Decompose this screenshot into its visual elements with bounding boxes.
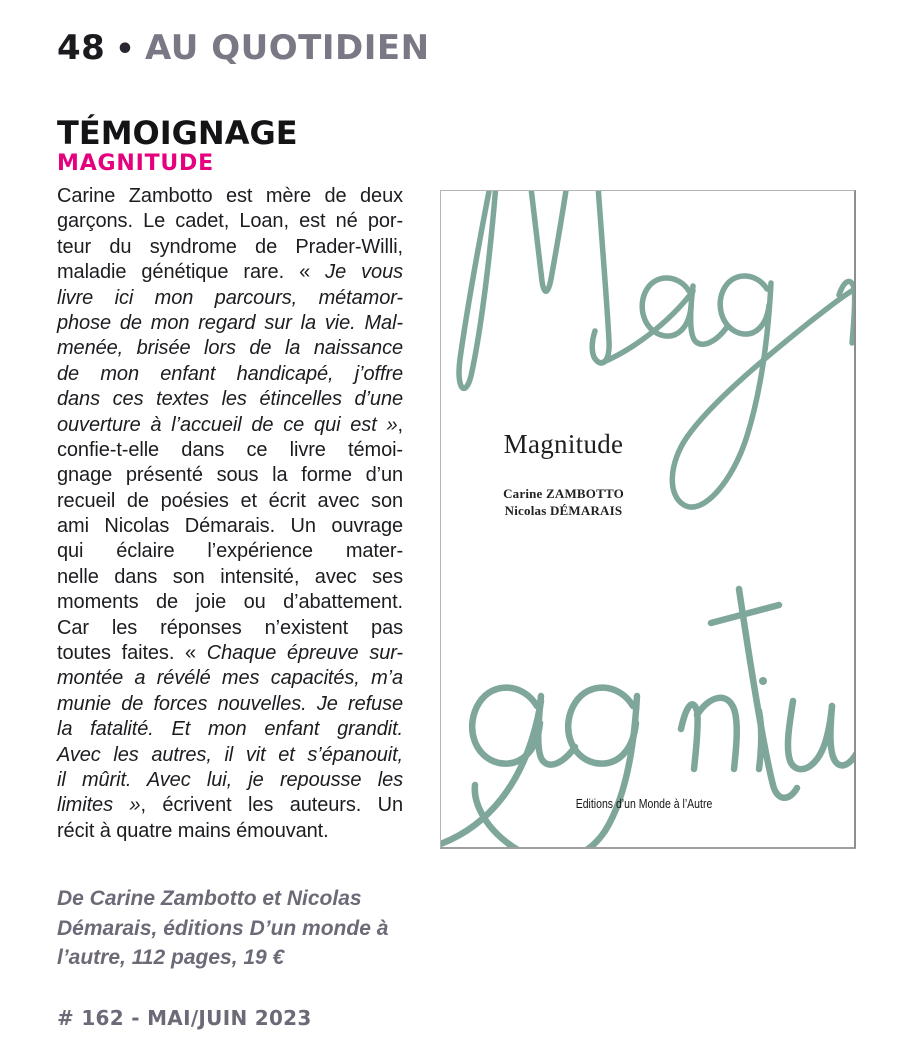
body-text: gnage présenté sous la forme d’un — [57, 464, 403, 487]
body-text: teur du syndrome de Prader-Willi, — [57, 235, 403, 258]
body-text-italic: dans ces textes les étincelles d’une — [57, 388, 403, 411]
body-text: garçons. Le cadet, Loan, est né por- — [57, 210, 403, 233]
body-text: recueil de poésies et écrit avec son — [57, 489, 403, 512]
body-line — [57, 768, 403, 793]
body-text: maladie génétique rare. « — [57, 261, 326, 284]
body-text-italic: de mon enfant handicapé, j’offre — [57, 362, 403, 385]
body-line — [57, 311, 403, 336]
book-author: Carine ZAMBOTTO — [503, 486, 624, 501]
book-publisher: Editions d’un Monde à l’Autre — [575, 797, 713, 811]
body-text-italic: Je vous — [325, 261, 403, 284]
body-text-italic: montée a révélé mes capacités, m’a — [57, 667, 403, 690]
body-text: qui éclaire l’expérience mater- — [57, 540, 403, 563]
body-line — [57, 692, 403, 717]
body-text-italic: Chaque épreuve sur- — [206, 642, 403, 665]
body-line — [57, 387, 403, 412]
body-line — [57, 209, 403, 234]
body-line — [57, 616, 403, 641]
body-line — [57, 438, 403, 463]
book-authors — [481, 485, 646, 519]
body-line — [57, 743, 403, 768]
body-line — [57, 717, 403, 742]
body-line — [57, 514, 403, 539]
body-text-italic: la fatalité. Et mon enfant grandit. — [57, 718, 403, 741]
body-line — [57, 666, 403, 691]
body-line — [57, 286, 403, 311]
book-author: Nicolas DÉMARAIS — [504, 503, 623, 518]
body-line — [57, 413, 403, 438]
body-line — [57, 260, 403, 285]
article-title: MAGNITUDE — [57, 151, 214, 176]
script-lettering — [441, 191, 856, 849]
body-text: ami Nicolas Démarais. Un ouvrage — [57, 515, 403, 538]
body-line — [57, 819, 403, 844]
body-text-italic: munie de forces nouvelles. Je refuse — [57, 692, 403, 715]
body-text: moments de joie ou d’abattement. — [57, 591, 403, 614]
credit-line: De Carine Zambotto et Nicolas — [57, 887, 362, 910]
issue-number: # 162 - MAI/JUIN 2023 — [57, 1006, 312, 1030]
body-line — [57, 362, 403, 387]
section-title: AU QUOTIDIEN — [145, 28, 430, 68]
body-text: Car les réponses n’existent pas — [57, 616, 403, 639]
body-text: récit à quatre mains émouvant. — [57, 819, 329, 842]
body-text-italic: il mûrit. Avec lui, je repousse les — [57, 768, 403, 791]
body-line — [57, 565, 403, 590]
body-line — [57, 489, 403, 514]
book-cover — [440, 190, 856, 849]
body-line — [57, 539, 403, 564]
body-text-italic: limites » — [57, 794, 141, 817]
body-line — [57, 336, 403, 361]
body-text: , — [397, 413, 403, 436]
body-text-italic: phose de mon regard sur la vie. Mal- — [57, 311, 403, 334]
body-text: nelle dans son intensité, avec ses — [57, 565, 403, 588]
book-credit — [57, 884, 417, 973]
body-line — [57, 793, 403, 818]
body-text: toutes faites. « — [57, 642, 207, 665]
credit-line: Démarais, éditions D’un monde à — [57, 916, 389, 940]
book-title: Magnitude — [503, 429, 624, 459]
body-text: confie-t-elle dans ce livre témoi- — [57, 438, 403, 461]
credit-line: l’autre, 112 pages, 19 € — [57, 946, 285, 969]
body-line — [57, 184, 403, 209]
body-text-italic: livre ici mon parcours, métamor- — [57, 286, 403, 309]
article-kicker: TÉMOIGNAGE — [57, 114, 298, 152]
body-line — [57, 641, 403, 666]
body-line — [57, 235, 403, 260]
page-header — [57, 28, 430, 68]
body-text-italic: menée, brisée lors de la naissance — [57, 337, 403, 360]
issue-footer — [57, 1006, 312, 1030]
body-text: , écrivent les auteurs. Un — [140, 794, 403, 817]
body-text-italic: Avec les autres, il vit et s’épanouit, — [57, 743, 403, 766]
bullet-separator: • — [115, 32, 136, 67]
body-line — [57, 463, 403, 488]
article-body — [57, 184, 403, 844]
i-dot — [759, 677, 767, 685]
page-number: 48 — [57, 28, 106, 68]
body-text: Carine Zambotto est mère de deux — [57, 185, 403, 207]
body-text-italic: ouverture à l’accueil de ce qui est » — [57, 413, 398, 436]
body-line — [57, 590, 403, 615]
